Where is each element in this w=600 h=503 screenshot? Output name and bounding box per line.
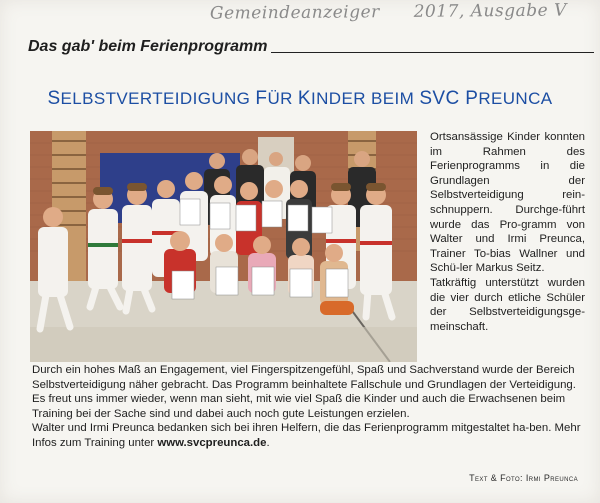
headline-part: INDER BEIM [311, 89, 420, 108]
headline-part: S [47, 88, 61, 109]
side-column-text [430, 130, 585, 334]
headline-part: ELBSTVERTEIDIGUNG [60, 89, 256, 108]
handwritten-note [210, 0, 590, 29]
body-text [32, 363, 587, 451]
body-period: . [266, 436, 270, 449]
body-thanks-text: Walter und Irmi Preunca bedanken sich bei ihren Helfern, die das Ferienprogramm mitgestaltet ha-ben. Mehr Infos zum Training unter [32, 422, 581, 449]
website-link[interactable]: www.svcpreunca.de [157, 436, 267, 449]
article-headline [0, 88, 600, 110]
headline-part: SVC [419, 88, 466, 109]
headline-part: ÜR [267, 89, 298, 108]
headline-part: REUNCA [478, 89, 553, 108]
headline-part: P [465, 88, 479, 109]
side-paragraph-intro: Ortsansässige Kinder konnten im Rahmen des Ferienprogramms in die Grundlagen der Selbstverteidigung rein-schnuppern. Durchge-führt wurde das Pro-gramm von Walter und Irmi Preunca, Trainer To-bias Wallner und Schü-ler Markus Seitz. [430, 131, 585, 275]
section-header [28, 36, 594, 56]
group-photo-illustration [30, 131, 417, 362]
body-paragraph-engagement: Durch ein hohes Maß an Engagement, viel Fingerspitzengefühl, Spaß und Sachverstand wurde der Bereich Selbstverteidigung näher gebracht. Das Programm beinhaltete Fallschule und Grundlagen der Verteidigung. [32, 364, 576, 391]
headline-part: K [297, 88, 311, 109]
headline-part: F [255, 88, 268, 109]
handwritten-publication: Gemeindeanzeiger [209, 2, 380, 24]
body-paragraph-fun: Es freut uns immer wieder, wenn man sieht, mit wie viel Spaß die Kinder und auch die Erwachsenen beim Training bei der Sache sind und dabei auch noch gute Leistungen erzielen. [32, 393, 566, 420]
floor-shade [30, 327, 417, 362]
photo-credit: Text & Foto: Irmi Preunca [469, 473, 578, 483]
body-paragraph-thanks [32, 421, 587, 450]
section-rule [271, 52, 594, 53]
group-photo [30, 131, 417, 362]
handwritten-issue: 2017, Ausgabe V [413, 0, 567, 22]
side-paragraph-support: Tatkräftig unterstützt wurden die vier durch etliche Schüler der Selbstverteidigungsge-meinschaft. [430, 276, 585, 333]
section-title: Das gab' beim Ferienprogramm [28, 38, 268, 55]
